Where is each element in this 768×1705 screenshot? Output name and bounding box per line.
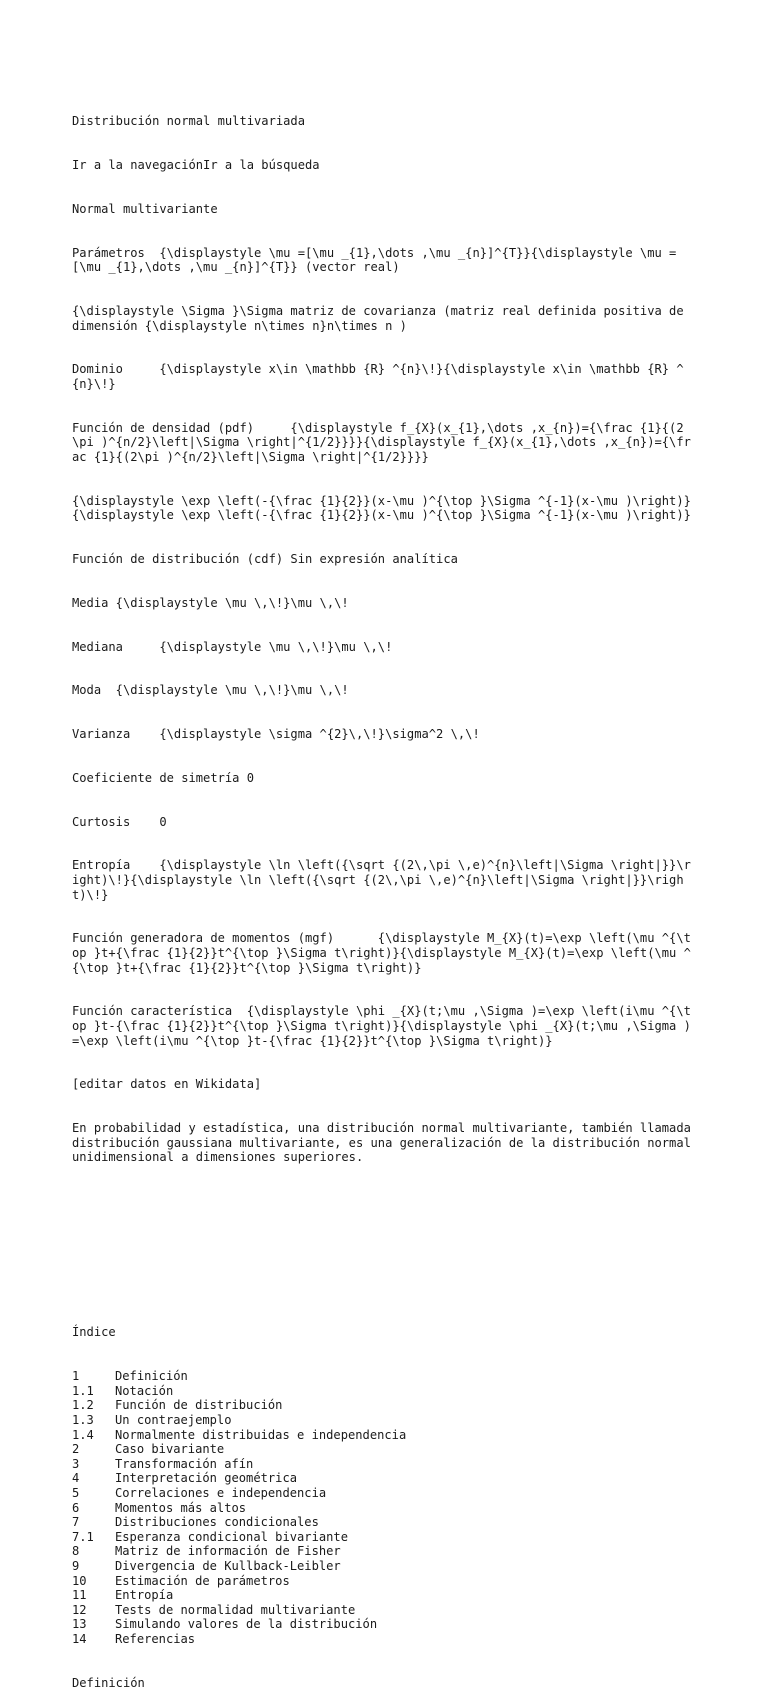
toc-item[interactable] (72, 1559, 692, 1574)
infobox-row-sigma: {\displaystyle \Sigma }\Sigma matriz de covarianza (matriz real definida positiva de dimensión {\displaystyle n\times n}n\times n ) (72, 303, 691, 333)
toc-item-number: 1.2 (72, 1398, 94, 1413)
toc-item-number: 1 (72, 1369, 80, 1384)
toc-list (72, 1369, 692, 1646)
spacer (72, 1238, 692, 1253)
toc-item[interactable] (72, 1544, 692, 1559)
spacer (72, 1282, 692, 1297)
toc-item-number: 1.4 (72, 1427, 94, 1442)
toc-item-number: 14 (72, 1631, 87, 1646)
toc-item-number: 9 (72, 1558, 80, 1573)
toc-item-label: Distribuciones condicionales (115, 1515, 319, 1530)
toc-item-label: Momentos más altos (115, 1500, 247, 1515)
edit-wikidata-link[interactable]: [editar datos en Wikidata] (72, 1077, 262, 1092)
infobox-row-cdf: Función de distribución (cdf) Sin expresión analítica (72, 552, 458, 566)
toc-item[interactable] (72, 1428, 692, 1443)
toc-item[interactable] (72, 1603, 692, 1618)
toc-item-label: Estimación de parámetros (115, 1573, 290, 1588)
toc-item[interactable] (72, 1457, 692, 1472)
toc-item-label: Transformación afín (115, 1456, 254, 1471)
toc-item-label: Divergencia de Kullback-Leibler (115, 1558, 341, 1573)
toc-item-label: Referencias (115, 1631, 196, 1646)
toc-item-number: 8 (72, 1544, 80, 1559)
infobox-row-mgf: Función generadora de momentos (mgf) {\displaystyle M_{X}(t)=\exp \left(\mu ^{\top }t+{\frac {1}{2}}t^{\top }\Sigma t\right)}{\displaystyle M_{X}(t)=\exp \left(\mu ^{\top }t+{\frac {1}{2}}t^{\top }\Sigma t\right)} (72, 931, 691, 975)
toc-item[interactable] (72, 1413, 692, 1428)
infobox-row-dominio: Dominio {\displaystyle x\in \mathbb {R} ^{n}\!}{\displaystyle x\in \mathbb {R} ^{n}\!} (72, 362, 684, 391)
toc-item-label: Un contraejemplo (115, 1413, 232, 1428)
toc-item-label: Entropía (115, 1588, 174, 1603)
toc-item[interactable] (72, 1515, 692, 1530)
toc-item[interactable] (72, 1530, 692, 1545)
toc-item[interactable] (72, 1617, 692, 1632)
infobox-row-media: Media {\displaystyle \mu \,\!}\mu \,\! (72, 595, 349, 610)
toc-item[interactable] (72, 1384, 692, 1399)
toc-item[interactable] (72, 1574, 692, 1589)
toc-item-number: 3 (72, 1456, 80, 1471)
toc-item[interactable] (72, 1398, 692, 1413)
toc-item-label: Esperanza condicional bivariante (115, 1529, 348, 1544)
infobox-row-pdf: Función de densidad (pdf) {\displaystyle f_{X}(x_{1},\dots ,x_{n})={\frac {1}{(2\pi )^{n/2}\left|\Sigma \right|^{1/2}}}}{\displaystyle f_{X}(x_{1},\dots ,x_{n})={\frac {1}{(2\pi )^{n/2}\left|\Sigma \right|^{1/2}}}} (72, 420, 691, 464)
skip-links[interactable]: Ir a la navegaciónIr a la búsqueda (72, 157, 320, 172)
infobox-row-parametros: Parámetros {\displaystyle \mu =[\mu _{1},\dots ,\mu _{n}]^{T}}{\displaystyle \mu =[\mu _{1},\dots ,\mu _{n}]^{T}} (vector real) (72, 245, 677, 275)
document-body (72, 85, 699, 1705)
toc-item-number: 12 (72, 1602, 87, 1617)
toc-item[interactable] (72, 1588, 692, 1603)
toc-item-number: 5 (72, 1486, 80, 1500)
toc-item[interactable] (72, 1501, 692, 1516)
infobox-row-pdf-exp: {\displaystyle \exp \left(-{\frac {1}{2}}(x-\mu )^{\top }\Sigma ^{-1}(x-\mu )\right)}{\displaystyle \exp \left(-{\frac {1}{2}}(x-\mu )^{\top }\Sigma ^{-1}(x-\mu )\right)} (72, 493, 691, 523)
toc-heading: Índice (72, 1325, 116, 1340)
page-title: Distribución normal multivariada (72, 114, 305, 129)
infobox-row-entropia: Entropía {\displaystyle \ln \left({\sqrt {(2\,\pi \,e)^{n}\left|\Sigma \right|}}\right)\!}{\displaystyle \ln \left({\sqrt {(2\,\pi \,e)^{n}\left|\Sigma \right|}}\right)\!} (72, 858, 691, 902)
intro-paragraph: En probabilidad y estadística, una distribución normal multivariante, también llamada distribución gaussiana multivariante, es una generalización de la distribución normal unidimensional a dimensiones superiores. (72, 1121, 699, 1165)
toc-item[interactable] (72, 1632, 692, 1647)
infobox-row-curtosis: Curtosis 0 (72, 814, 167, 829)
toc-item[interactable] (72, 1471, 692, 1486)
infobox-row-simetria: Coeficiente de simetría 0 (72, 770, 255, 785)
toc-item-number: 1.1 (72, 1383, 94, 1398)
section-heading: Definición (72, 1675, 145, 1690)
toc-item-number: 4 (72, 1471, 80, 1486)
toc-item-number: 11 (72, 1588, 87, 1603)
toc-item-number: 6 (72, 1500, 80, 1515)
toc-item-label: Correlaciones e independencia (115, 1486, 327, 1500)
toc-item-number: 1.3 (72, 1413, 94, 1428)
infobox-row-mediana: Mediana {\displaystyle \mu \,\!}\mu \,\! (72, 639, 393, 654)
infobox-row-moda: Moda {\displaystyle \mu \,\!}\mu \,\! (72, 683, 349, 698)
toc-item[interactable] (72, 1369, 692, 1384)
toc-item-number: 2 (72, 1442, 80, 1457)
spacer (72, 1194, 692, 1209)
toc-item-number: 7.1 (72, 1529, 94, 1544)
toc-item-label: Matriz de información de Fisher (115, 1544, 341, 1559)
toc-item[interactable] (72, 1486, 692, 1501)
infobox-heading: Normal multivariante (72, 201, 218, 216)
toc-item[interactable] (72, 1442, 692, 1457)
toc-item-label: Tests de normalidad multivariante (115, 1602, 356, 1617)
toc-item-label: Definición (115, 1369, 188, 1384)
toc-item-label: Simulando valores de la distribución (115, 1617, 378, 1632)
toc-item-label: Caso bivariante (115, 1442, 225, 1457)
toc-item-label: Notación (115, 1383, 174, 1398)
toc-item-label: Función de distribución (115, 1398, 283, 1413)
toc-item-number: 7 (72, 1515, 80, 1530)
toc-item-number: 10 (72, 1573, 87, 1588)
infobox-row-varianza: Varianza {\displaystyle \sigma ^{2}\,\!}\sigma^2 \,\! (72, 727, 480, 742)
toc-item-number: 13 (72, 1617, 87, 1632)
infobox-row-caracteristica: Función característica {\displaystyle \phi _{X}(t;\mu ,\Sigma )=\exp \left(i\mu ^{\top }t-{\frac {1}{2}}t^{\top }\Sigma t\right)}{\displaystyle \phi _{X}(t;\mu ,\Sigma )=\exp \left(i\mu ^{\top }t-{\frac {1}{2}}t^{\top }\Sigma t\right)} (72, 1004, 691, 1048)
toc-item-label: Normalmente distribuidas e independencia (115, 1427, 407, 1442)
toc-item-label: Interpretación geométrica (115, 1471, 298, 1486)
